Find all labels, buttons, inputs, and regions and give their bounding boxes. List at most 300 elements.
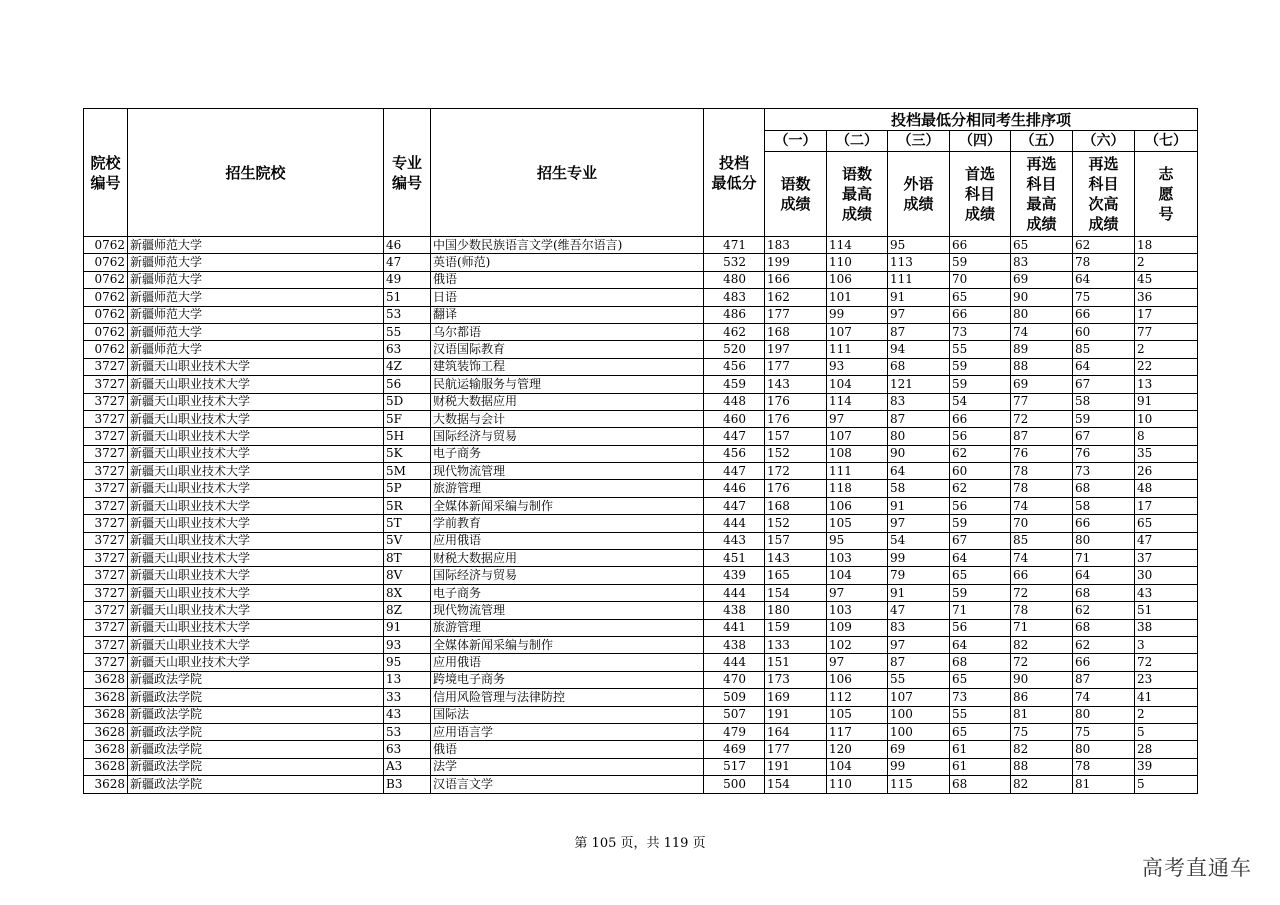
first-subject-cell: 66	[950, 237, 1011, 254]
chinese-math-max-cell: 97	[827, 654, 888, 671]
chinese-math-cell: 168	[765, 497, 827, 514]
header-tiebreak-title: 投档最低分相同考生排序项	[765, 109, 1198, 131]
school-name-cell: 新疆师范大学	[128, 237, 384, 254]
second-subject-next-cell: 81	[1073, 776, 1135, 793]
table-row	[84, 289, 1198, 306]
school-name-cell: 新疆天山职业技术大学	[128, 584, 384, 601]
school-code-cell: 3628	[84, 671, 128, 688]
school-name-cell: 新疆天山职业技术大学	[128, 654, 384, 671]
preference-no-cell: 39	[1135, 758, 1198, 775]
min-score-cell: 438	[704, 636, 765, 653]
table-row	[84, 602, 1198, 619]
school-code-cell: 3727	[84, 654, 128, 671]
foreign-lang-cell: 68	[888, 358, 950, 375]
min-score-cell: 471	[704, 237, 765, 254]
major-code-cell: 5F	[384, 410, 431, 427]
chinese-math-max-cell: 106	[827, 497, 888, 514]
second-subject-max-cell: 70	[1011, 515, 1073, 532]
min-score-cell: 459	[704, 376, 765, 393]
table-header	[84, 109, 1198, 237]
first-subject-cell: 67	[950, 532, 1011, 549]
school-code-cell: 3727	[84, 532, 128, 549]
preference-no-cell: 13	[1135, 376, 1198, 393]
major-name-cell: 汉语言文学	[431, 776, 704, 793]
school-code-cell: 3628	[84, 758, 128, 775]
header-tiebreak-num: （五）	[1011, 131, 1073, 152]
table-row	[84, 254, 1198, 271]
chinese-math-cell: 152	[765, 445, 827, 462]
foreign-lang-cell: 100	[888, 706, 950, 723]
major-code-cell: 55	[384, 323, 431, 340]
first-subject-cell: 59	[950, 254, 1011, 271]
school-code-cell: 3727	[84, 410, 128, 427]
school-code-cell: 0762	[84, 254, 128, 271]
major-name-cell: 俄语	[431, 741, 704, 758]
header-tiebreak-label: 志 愿 号	[1135, 152, 1198, 237]
second-subject-max-cell: 72	[1011, 584, 1073, 601]
second-subject-next-cell: 73	[1073, 463, 1135, 480]
foreign-lang-cell: 87	[888, 410, 950, 427]
chinese-math-max-cell: 95	[827, 532, 888, 549]
chinese-math-cell: 177	[765, 358, 827, 375]
chinese-math-cell: 152	[765, 515, 827, 532]
preference-no-cell: 37	[1135, 550, 1198, 567]
second-subject-max-cell: 74	[1011, 323, 1073, 340]
chinese-math-max-cell: 117	[827, 723, 888, 740]
school-code-cell: 0762	[84, 341, 128, 358]
second-subject-max-cell: 77	[1011, 393, 1073, 410]
foreign-lang-cell: 113	[888, 254, 950, 271]
chinese-math-cell: 177	[765, 741, 827, 758]
chinese-math-cell: 191	[765, 706, 827, 723]
school-name-cell: 新疆政法学院	[128, 671, 384, 688]
school-name-cell: 新疆政法学院	[128, 723, 384, 740]
major-name-cell: 乌尔都语	[431, 323, 704, 340]
second-subject-max-cell: 66	[1011, 567, 1073, 584]
chinese-math-cell: 176	[765, 480, 827, 497]
preference-no-cell: 8	[1135, 428, 1198, 445]
school-name-cell: 新疆师范大学	[128, 254, 384, 271]
second-subject-next-cell: 66	[1073, 654, 1135, 671]
second-subject-max-cell: 78	[1011, 602, 1073, 619]
preference-no-cell: 65	[1135, 515, 1198, 532]
table-row	[84, 584, 1198, 601]
major-name-cell: 建筑装饰工程	[431, 358, 704, 375]
chinese-math-cell: 157	[765, 532, 827, 549]
chinese-math-cell: 143	[765, 376, 827, 393]
school-name-cell: 新疆天山职业技术大学	[128, 445, 384, 462]
second-subject-next-cell: 78	[1073, 254, 1135, 271]
foreign-lang-cell: 90	[888, 445, 950, 462]
foreign-lang-cell: 69	[888, 741, 950, 758]
min-score-cell: 462	[704, 323, 765, 340]
min-score-cell: 444	[704, 654, 765, 671]
chinese-math-max-cell: 103	[827, 602, 888, 619]
second-subject-max-cell: 74	[1011, 550, 1073, 567]
first-subject-cell: 70	[950, 271, 1011, 288]
preference-no-cell: 23	[1135, 671, 1198, 688]
second-subject-max-cell: 82	[1011, 636, 1073, 653]
foreign-lang-cell: 80	[888, 428, 950, 445]
second-subject-next-cell: 71	[1073, 550, 1135, 567]
foreign-lang-cell: 95	[888, 237, 950, 254]
school-code-cell: 0762	[84, 237, 128, 254]
table-row	[84, 758, 1198, 775]
foreign-lang-cell: 111	[888, 271, 950, 288]
major-name-cell: 翻译	[431, 306, 704, 323]
header-tiebreak-num: （七）	[1135, 131, 1198, 152]
second-subject-max-cell: 76	[1011, 445, 1073, 462]
second-subject-max-cell: 89	[1011, 341, 1073, 358]
chinese-math-cell: 133	[765, 636, 827, 653]
major-name-cell: 国际经济与贸易	[431, 428, 704, 445]
second-subject-next-cell: 62	[1073, 237, 1135, 254]
chinese-math-cell: 165	[765, 567, 827, 584]
major-name-cell: 国际经济与贸易	[431, 567, 704, 584]
chinese-math-max-cell: 101	[827, 289, 888, 306]
major-code-cell: 93	[384, 636, 431, 653]
chinese-math-cell: 197	[765, 341, 827, 358]
school-code-cell: 0762	[84, 271, 128, 288]
header-tiebreak-num: （三）	[888, 131, 950, 152]
school-name-cell: 新疆政法学院	[128, 706, 384, 723]
major-name-cell: 英语(师范)	[431, 254, 704, 271]
table-row	[84, 689, 1198, 706]
major-name-cell: 全媒体新闻采编与制作	[431, 497, 704, 514]
major-name-cell: 日语	[431, 289, 704, 306]
first-subject-cell: 59	[950, 376, 1011, 393]
chinese-math-cell: 143	[765, 550, 827, 567]
school-name-cell: 新疆天山职业技术大学	[128, 376, 384, 393]
major-name-cell: 电子商务	[431, 584, 704, 601]
second-subject-max-cell: 65	[1011, 237, 1073, 254]
school-code-cell: 3727	[84, 636, 128, 653]
chinese-math-cell: 157	[765, 428, 827, 445]
foreign-lang-cell: 97	[888, 306, 950, 323]
table-row	[84, 723, 1198, 740]
chinese-math-cell: 168	[765, 323, 827, 340]
chinese-math-cell: 191	[765, 758, 827, 775]
min-score-cell: 480	[704, 271, 765, 288]
header-school-name: 招生院校	[128, 109, 384, 237]
second-subject-max-cell: 82	[1011, 776, 1073, 793]
foreign-lang-cell: 87	[888, 323, 950, 340]
table-row	[84, 776, 1198, 793]
major-code-cell: 4Z	[384, 358, 431, 375]
chinese-math-cell: 173	[765, 671, 827, 688]
major-name-cell: 俄语	[431, 271, 704, 288]
major-code-cell: 91	[384, 619, 431, 636]
header-tiebreak-num: （一）	[765, 131, 827, 152]
second-subject-next-cell: 80	[1073, 532, 1135, 549]
min-score-cell: 456	[704, 358, 765, 375]
second-subject-next-cell: 85	[1073, 341, 1135, 358]
chinese-math-max-cell: 118	[827, 480, 888, 497]
preference-no-cell: 35	[1135, 445, 1198, 462]
major-name-cell: 应用语言学	[431, 723, 704, 740]
second-subject-next-cell: 64	[1073, 567, 1135, 584]
min-score-cell: 469	[704, 741, 765, 758]
school-name-cell: 新疆政法学院	[128, 776, 384, 793]
header-tiebreak-num: （四）	[950, 131, 1011, 152]
major-name-cell: 国际法	[431, 706, 704, 723]
second-subject-max-cell: 88	[1011, 358, 1073, 375]
chinese-math-max-cell: 106	[827, 271, 888, 288]
chinese-math-max-cell: 97	[827, 410, 888, 427]
second-subject-max-cell: 69	[1011, 376, 1073, 393]
chinese-math-cell: 199	[765, 254, 827, 271]
school-name-cell: 新疆师范大学	[128, 289, 384, 306]
school-code-cell: 0762	[84, 289, 128, 306]
second-subject-max-cell: 86	[1011, 689, 1073, 706]
chinese-math-max-cell: 93	[827, 358, 888, 375]
chinese-math-max-cell: 103	[827, 550, 888, 567]
first-subject-cell: 62	[950, 480, 1011, 497]
preference-no-cell: 22	[1135, 358, 1198, 375]
preference-no-cell: 2	[1135, 254, 1198, 271]
preference-no-cell: 91	[1135, 393, 1198, 410]
watermark-text: 高考直通车	[1142, 856, 1252, 880]
table-row	[84, 741, 1198, 758]
major-code-cell: A3	[384, 758, 431, 775]
first-subject-cell: 64	[950, 550, 1011, 567]
major-code-cell: 8V	[384, 567, 431, 584]
major-code-cell: 33	[384, 689, 431, 706]
second-subject-max-cell: 82	[1011, 741, 1073, 758]
foreign-lang-cell: 107	[888, 689, 950, 706]
preference-no-cell: 72	[1135, 654, 1198, 671]
header-min-score: 投档 最低分	[704, 109, 765, 237]
min-score-cell: 447	[704, 428, 765, 445]
min-score-cell: 444	[704, 584, 765, 601]
second-subject-next-cell: 64	[1073, 358, 1135, 375]
second-subject-max-cell: 78	[1011, 463, 1073, 480]
admission-score-table	[83, 108, 1198, 794]
table-row	[84, 619, 1198, 636]
chinese-math-max-cell: 105	[827, 515, 888, 532]
chinese-math-cell: 176	[765, 410, 827, 427]
table-row	[84, 237, 1198, 254]
chinese-math-cell: 177	[765, 306, 827, 323]
second-subject-max-cell: 72	[1011, 410, 1073, 427]
second-subject-max-cell: 80	[1011, 306, 1073, 323]
chinese-math-cell: 183	[765, 237, 827, 254]
min-score-cell: 447	[704, 463, 765, 480]
preference-no-cell: 38	[1135, 619, 1198, 636]
major-code-cell: 5P	[384, 480, 431, 497]
school-code-cell: 3727	[84, 515, 128, 532]
major-code-cell: 13	[384, 671, 431, 688]
preference-no-cell: 2	[1135, 341, 1198, 358]
second-subject-max-cell: 81	[1011, 706, 1073, 723]
first-subject-cell: 56	[950, 497, 1011, 514]
preference-no-cell: 30	[1135, 567, 1198, 584]
second-subject-next-cell: 58	[1073, 393, 1135, 410]
school-name-cell: 新疆政法学院	[128, 689, 384, 706]
major-code-cell: 5M	[384, 463, 431, 480]
first-subject-cell: 71	[950, 602, 1011, 619]
foreign-lang-cell: 58	[888, 480, 950, 497]
preference-no-cell: 41	[1135, 689, 1198, 706]
first-subject-cell: 65	[950, 289, 1011, 306]
chinese-math-max-cell: 112	[827, 689, 888, 706]
chinese-math-cell: 164	[765, 723, 827, 740]
first-subject-cell: 60	[950, 463, 1011, 480]
first-subject-cell: 59	[950, 515, 1011, 532]
chinese-math-cell: 154	[765, 776, 827, 793]
major-code-cell: 8T	[384, 550, 431, 567]
preference-no-cell: 18	[1135, 237, 1198, 254]
school-name-cell: 新疆天山职业技术大学	[128, 567, 384, 584]
preference-no-cell: 28	[1135, 741, 1198, 758]
chinese-math-max-cell: 104	[827, 567, 888, 584]
min-score-cell: 446	[704, 480, 765, 497]
first-subject-cell: 55	[950, 341, 1011, 358]
first-subject-cell: 65	[950, 723, 1011, 740]
first-subject-cell: 68	[950, 776, 1011, 793]
major-name-cell: 汉语国际教育	[431, 341, 704, 358]
school-code-cell: 3727	[84, 428, 128, 445]
first-subject-cell: 56	[950, 428, 1011, 445]
chinese-math-max-cell: 104	[827, 758, 888, 775]
major-name-cell: 应用俄语	[431, 654, 704, 671]
chinese-math-cell: 151	[765, 654, 827, 671]
chinese-math-cell: 176	[765, 393, 827, 410]
min-score-cell: 500	[704, 776, 765, 793]
preference-no-cell: 3	[1135, 636, 1198, 653]
table-row	[84, 376, 1198, 393]
school-code-cell: 3727	[84, 376, 128, 393]
major-name-cell: 中国少数民族语言文学(维吾尔语言)	[431, 237, 704, 254]
header-tiebreak-label: 再选 科目 次高 成绩	[1073, 152, 1135, 237]
foreign-lang-cell: 99	[888, 550, 950, 567]
school-name-cell: 新疆政法学院	[128, 758, 384, 775]
second-subject-max-cell: 87	[1011, 428, 1073, 445]
second-subject-next-cell: 68	[1073, 584, 1135, 601]
second-subject-max-cell: 90	[1011, 671, 1073, 688]
foreign-lang-cell: 47	[888, 602, 950, 619]
preference-no-cell: 77	[1135, 323, 1198, 340]
chinese-math-max-cell: 120	[827, 741, 888, 758]
second-subject-next-cell: 75	[1073, 723, 1135, 740]
school-name-cell: 新疆天山职业技术大学	[128, 358, 384, 375]
second-subject-next-cell: 74	[1073, 689, 1135, 706]
foreign-lang-cell: 91	[888, 497, 950, 514]
major-code-cell: 5H	[384, 428, 431, 445]
chinese-math-max-cell: 99	[827, 306, 888, 323]
major-code-cell: 56	[384, 376, 431, 393]
second-subject-next-cell: 64	[1073, 271, 1135, 288]
first-subject-cell: 64	[950, 636, 1011, 653]
foreign-lang-cell: 54	[888, 532, 950, 549]
school-code-cell: 3727	[84, 567, 128, 584]
school-name-cell: 新疆天山职业技术大学	[128, 480, 384, 497]
school-code-cell: 3727	[84, 445, 128, 462]
chinese-math-max-cell: 114	[827, 237, 888, 254]
school-code-cell: 3727	[84, 584, 128, 601]
second-subject-next-cell: 66	[1073, 515, 1135, 532]
header-school-code: 院校 编号	[84, 109, 128, 237]
table-row	[84, 532, 1198, 549]
school-name-cell: 新疆天山职业技术大学	[128, 636, 384, 653]
major-code-cell: 8X	[384, 584, 431, 601]
foreign-lang-cell: 121	[888, 376, 950, 393]
header-tiebreak-label: 语数 成绩	[765, 152, 827, 237]
header-major-name: 招生专业	[431, 109, 704, 237]
school-code-cell: 3727	[84, 550, 128, 567]
chinese-math-max-cell: 114	[827, 393, 888, 410]
table-row	[84, 445, 1198, 462]
table-body	[84, 237, 1198, 794]
school-name-cell: 新疆师范大学	[128, 271, 384, 288]
second-subject-max-cell: 69	[1011, 271, 1073, 288]
major-name-cell: 大数据与会计	[431, 410, 704, 427]
chinese-math-cell: 162	[765, 289, 827, 306]
foreign-lang-cell: 55	[888, 671, 950, 688]
school-name-cell: 新疆天山职业技术大学	[128, 410, 384, 427]
chinese-math-cell: 166	[765, 271, 827, 288]
min-score-cell: 448	[704, 393, 765, 410]
table-row	[84, 671, 1198, 688]
table-row	[84, 515, 1198, 532]
school-name-cell: 新疆天山职业技术大学	[128, 602, 384, 619]
min-score-cell: 470	[704, 671, 765, 688]
school-name-cell: 新疆天山职业技术大学	[128, 463, 384, 480]
chinese-math-cell: 180	[765, 602, 827, 619]
major-code-cell: 49	[384, 271, 431, 288]
min-score-cell: 438	[704, 602, 765, 619]
header-tiebreak-label: 语数 最高 成绩	[827, 152, 888, 237]
min-score-cell: 456	[704, 445, 765, 462]
first-subject-cell: 61	[950, 758, 1011, 775]
major-name-cell: 学前教育	[431, 515, 704, 532]
foreign-lang-cell: 97	[888, 636, 950, 653]
first-subject-cell: 73	[950, 689, 1011, 706]
first-subject-cell: 66	[950, 306, 1011, 323]
preference-no-cell: 26	[1135, 463, 1198, 480]
chinese-math-max-cell: 110	[827, 254, 888, 271]
school-code-cell: 3727	[84, 619, 128, 636]
preference-no-cell: 51	[1135, 602, 1198, 619]
school-name-cell: 新疆天山职业技术大学	[128, 550, 384, 567]
foreign-lang-cell: 83	[888, 619, 950, 636]
foreign-lang-cell: 99	[888, 758, 950, 775]
first-subject-cell: 56	[950, 619, 1011, 636]
second-subject-max-cell: 74	[1011, 497, 1073, 514]
school-code-cell: 3628	[84, 689, 128, 706]
major-code-cell: 47	[384, 254, 431, 271]
chinese-math-max-cell: 110	[827, 776, 888, 793]
major-code-cell: 5D	[384, 393, 431, 410]
major-name-cell: 财税大数据应用	[431, 393, 704, 410]
min-score-cell: 451	[704, 550, 765, 567]
min-score-cell: 439	[704, 567, 765, 584]
header-tiebreak-label: 首选 科目 成绩	[950, 152, 1011, 237]
chinese-math-max-cell: 97	[827, 584, 888, 601]
table-row	[84, 567, 1198, 584]
foreign-lang-cell: 115	[888, 776, 950, 793]
foreign-lang-cell: 79	[888, 567, 950, 584]
min-score-cell: 486	[704, 306, 765, 323]
school-code-cell: 3628	[84, 723, 128, 740]
school-code-cell: 3727	[84, 463, 128, 480]
min-score-cell: 443	[704, 532, 765, 549]
first-subject-cell: 55	[950, 706, 1011, 723]
major-name-cell: 全媒体新闻采编与制作	[431, 636, 704, 653]
first-subject-cell: 61	[950, 741, 1011, 758]
major-name-cell: 应用俄语	[431, 532, 704, 549]
table-row	[84, 706, 1198, 723]
